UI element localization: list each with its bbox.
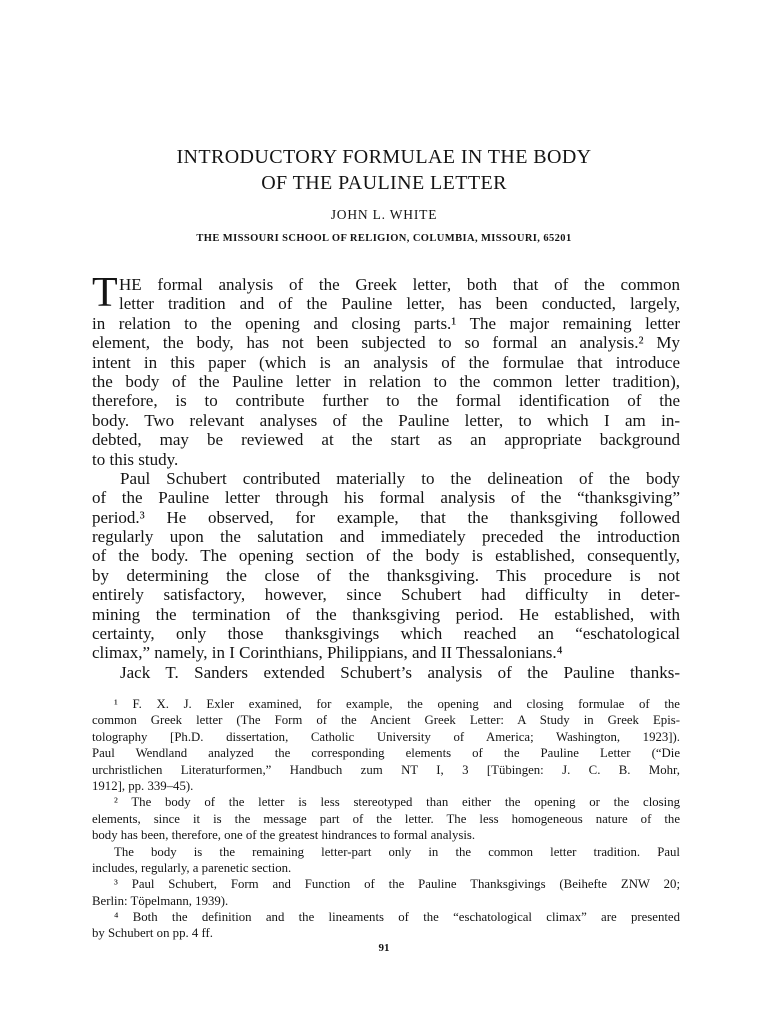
body-line: Paul Schubert contributed materially to the delineation of the body — [120, 468, 680, 488]
footnote-line: urchristlichen Literaturformen,” Handbuch zum NT I, 3 [Tübingen: J. C. B. Mohr, — [92, 762, 680, 777]
footnote-line: by Schubert on pp. 4 ff. — [92, 926, 213, 941]
footnote-line: elements, since it is the message part of the letter. The less homogeneous nature of the — [92, 811, 680, 826]
footnotes — [92, 696, 680, 942]
body-line: of the body. The opening section of the body is established, consequently, — [92, 546, 680, 566]
body-line: entirely satisfactory, however, since Schubert had difficulty in deter- — [92, 585, 680, 605]
body-line: Jack T. Sanders extended Schubert’s analysis of the Pauline thanks- — [120, 662, 680, 682]
body-line: therefore, is to contribute further to the formal identification of the — [92, 391, 680, 411]
body-line: certainty, only those thanksgivings which reached an “eschatological — [92, 624, 680, 644]
body-line: element, the body, has not been subjected to so formal an analysis.² My — [92, 333, 680, 353]
footnote-line: tolography [Ph.D. dissertation, Catholic University of America; Washington, 1923]). — [92, 729, 680, 744]
body-line: intent in this paper (which is an analysis of the formulae that introduce — [92, 352, 680, 372]
body-line: climax,” namely, in I Corinthians, Philippians, and II Thessalonians.⁴ — [92, 643, 563, 663]
body-line: HE formal analysis of the Greek letter, both that of the common — [119, 275, 680, 294]
footnote-line: ² The body of the letter is less stereotyped than either the opening or the closing — [114, 795, 680, 810]
footnote-line: common Greek letter (The Form of the Ancient Greek Letter: A Study in Greek Epis- — [92, 713, 680, 728]
body-line: to this study. — [92, 449, 179, 469]
title-line-2: OF THE PAULINE LETTER — [261, 172, 507, 194]
body-line: in relation to the opening and closing parts.¹ The major remaining letter — [92, 313, 680, 333]
footnote-line: ⁴ Both the definition and the lineaments of the “eschatological climax” are presented — [114, 910, 680, 925]
body-line: body. Two relevant analyses of the Pauline letter, to which I am in- — [92, 410, 680, 430]
footnote-line: includes, regularly, a parenetic section. — [92, 860, 292, 875]
footnote-line: Paul Wendland analyzed the corresponding elements of the Pauline Letter (“Die — [92, 746, 680, 761]
article-title — [90, 144, 678, 196]
body-line: of the Pauline letter through his formal analysis of the “thanksgiving” — [92, 488, 680, 508]
body-line: letter tradition and of the Pauline letter, has been conducted, largely, — [119, 294, 680, 314]
page-number: 91 — [378, 942, 390, 954]
footnote-line: ³ Paul Schubert, Form and Function of the Pauline Thanksgivings (Beihefte ZNW 20; — [114, 877, 680, 892]
drop-cap: T — [92, 270, 118, 316]
footnote-line: body has been, therefore, one of the greatest hindrances to formal analysis. — [92, 828, 476, 843]
title-line-1: INTRODUCTORY FORMULAE IN THE BODY — [176, 146, 592, 168]
body-line: mining the termination of the thanksgiving period. He established, with — [92, 604, 680, 624]
author-name: JOHN L. WHITE — [330, 207, 438, 222]
author-affiliation: THE MISSOURI SCHOOL OF RELIGION, COLUMBIA, MISSOURI, 65201 — [196, 233, 572, 244]
body-line: period.³ He observed, for example, that the thanksgiving followed — [92, 507, 680, 527]
footnote-line: Berlin: Töpelmann, 1939). — [92, 893, 229, 908]
body-line: debted, may be reviewed at the start as an appropriate background — [92, 430, 680, 450]
footnote-line: The body is the remaining letter-part only in the common letter tradition. Paul — [114, 844, 680, 859]
footnote-line: ¹ F. X. J. Exler examined, for example, the opening and closing formulae of the — [114, 697, 680, 711]
body-line: regularly upon the salutation and immediately preceded the introduction — [92, 527, 680, 547]
body-line: by determining the close of the thanksgiving. This procedure is not — [92, 565, 680, 585]
body-line: the body of the Pauline letter in relation to the common letter tradition), — [92, 371, 680, 391]
footnote-line: 1912], pp. 339–45). — [92, 778, 194, 793]
body-text — [92, 270, 680, 682]
